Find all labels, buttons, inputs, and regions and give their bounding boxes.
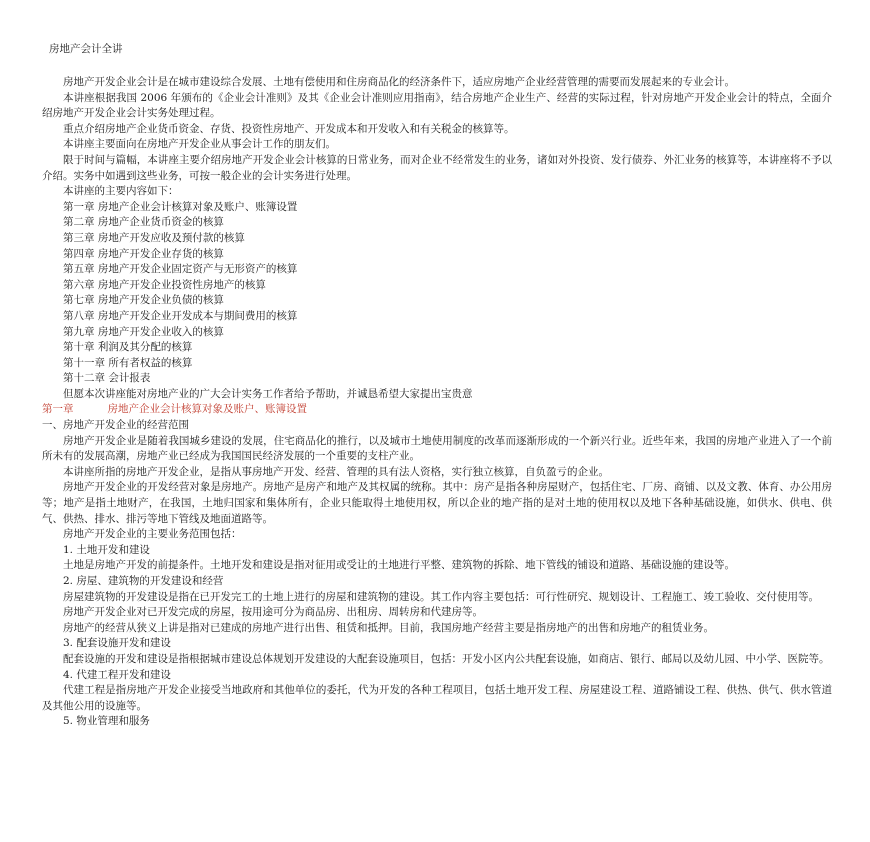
chapter-list-item: 第八章 房地产开发企业开发成本与期间费用的核算 <box>63 309 298 322</box>
paragraph: 土地是房地产开发的前提条件。土地开发和建设是指对征用或受让的土地进行平整、建筑物的拆除、地下管线的铺设和道路、基础设施的建设等。 <box>63 559 735 572</box>
chapter-list-item: 第三章 房地产开发应收及预付款的核算 <box>63 231 245 244</box>
chapter-list-item: 第七章 房地产开发企业负债的核算 <box>63 294 224 307</box>
subsection-heading: 3. 配套设施开发和建设 <box>63 637 171 650</box>
paragraph: 房地产开发企业的开发经营对象是房地产。房地产是房产和地产及其权属的统称。其中：房产是指各种房屋财产，包括住宅、厂房、商铺、以及文教、体育、办公用房等；地产是指土地财产，在我国，土地归国家和集体所有，企业只能取得土地使用权，所以企业的地产指的是对土地的使用权以及地下各种基础设施，如供水、供电、供气、供热、排水、排污等地下管线及地面道路等。 <box>42 481 832 525</box>
paragraph: 房地产的经营从狭义上讲是指对已建成的房地产进行出售、租赁和抵押。目前，我国房地产经营主要是指房地产的出售和房地产的租赁业务。 <box>63 621 714 634</box>
chapter-list-item: 第十一章 所有者权益的核算 <box>63 356 193 369</box>
paragraph: 房地产开发企业会计是在城市建设综合发展、土地有偿使用和住房商品化的经济条件下，适应房地产企业经营管理的需要而发展起来的专业会计。 <box>63 76 735 88</box>
paragraph: 代建工程是指房地产开发企业接受当地政府和其他单位的委托，代为开发的各种工程项目，包括土地开发工程、房屋建设工程、道路铺设工程、供热、供气、供水管道及其他公用的设施等。 <box>42 684 832 712</box>
paragraph: 房地产开发企业对已开发完成的房屋，按用途可分为商品房、出租房、周转房和代建房等。 <box>63 606 483 619</box>
paragraph: 配套设施的开发和建设是指根据城市建设总体规划开发建设的大配套设施项目，包括：开发小区内公共配套设施，如商店、银行、邮局以及幼儿园、中小学、医院等。 <box>63 652 830 665</box>
chapter-list-item: 第六章 房地产开发企业投资性房地产的核算 <box>63 278 266 291</box>
paragraph: 房地产开发企业是随着我国城乡建设的发展，住宅商品化的推行，以及城市土地使用制度的改革而逐渐形成的一个新兴行业。近些年来，我国的房地产业进入了一个前所未有的发展高潮，房地产业已经成为我国国民经济发展的一个重要的支柱产业。 <box>42 434 832 463</box>
paragraph: 房屋建筑物的开发建设是指在已开发完工的土地上进行的房屋和建筑物的建设。其工作内容主要包括：可行性研究、规划设计、工程施工、竣工验收、交付使用等。 <box>63 590 819 603</box>
document-body <box>42 75 832 730</box>
closing-paragraph: 但愿本次讲座能对房地产业的广大会计实务工作者给予帮助，并诚恳希望大家提出宝贵意 <box>63 387 473 400</box>
subsection-heading: 2. 房屋、建筑物的开发建设和经营 <box>63 575 224 587</box>
chapter-list <box>42 200 832 387</box>
paragraph: 房地产开发企业的主要业务范围包括： <box>63 528 242 541</box>
subsection-heading: 1. 土地开发和建设 <box>63 543 150 556</box>
chapter-list-item: 第五章 房地产开发企业固定资产与无形资产的核算 <box>63 263 298 276</box>
chapter-list-item: 第九章 房地产开发企业收入的核算 <box>63 325 224 338</box>
chapter-list-item: 第二章 房地产企业货币资金的核算 <box>63 216 224 229</box>
chapter-list-item: 第十章 利润及其分配的核算 <box>63 341 193 354</box>
paragraph: 本讲座所指的房地产开发企业，是指从事房地产开发、经营、管理的具有法人资格，实行独立核算，自负盈亏的企业。 <box>63 465 609 478</box>
chapter-title: 房地产企业会计核算对象及账户、账簿设置 <box>107 403 307 416</box>
paragraph: 本讲座的主要内容如下： <box>63 185 179 198</box>
subsection-heading: 5. 物业管理和服务 <box>63 715 150 728</box>
chapter-list-item: 第十二章 会计报表 <box>63 372 151 385</box>
chapter-heading <box>42 402 832 418</box>
chapter-list-item: 第一章 房地产企业会计核算对象及账户、账簿设置 <box>63 200 298 213</box>
chapter-list-item: 第四章 房地产开发企业存货的核算 <box>63 247 224 260</box>
subsection-heading: 4. 代建工程开发和建设 <box>63 668 171 681</box>
paragraph: 限于时间与篇幅，本讲座主要介绍房地产开发企业会计核算的日常业务，而对企业不经常发生的业务，诸如对外投资、发行债券、外汇业务的核算等，本讲座将不予以介绍。实务中如遇到这些业务，可按一般企业的会计实务进行处理。 <box>42 153 832 182</box>
paragraph: 重点介绍房地产企业货币资金、存货、投资性房地产、开发成本和开发收入和有关税金的核算等。 <box>63 122 515 135</box>
section-heading: 一、房地产开发企业的经营范围 <box>42 419 189 432</box>
paragraph: 本讲座根据我国 2006 年颁布的《企业会计准则》及其《企业会计准则应用指南》，结合房地产企业生产、经营的实际过程，针对房地产开发企业会计的特点，全面介绍房地产开发企业会计实务处理过程。 <box>42 91 832 120</box>
document-title: 房地产会计全讲 <box>49 43 123 55</box>
chapter-label: 第一章 <box>42 403 74 416</box>
paragraph: 本讲座主要面向在房地产开发企业从事会计工作的朋友们。 <box>63 138 336 151</box>
